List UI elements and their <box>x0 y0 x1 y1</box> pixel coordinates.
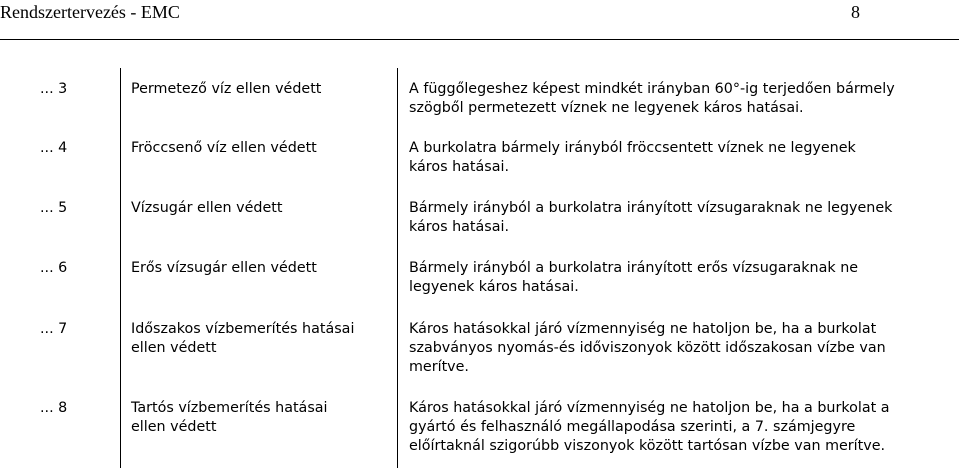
row-description-line: Bármely irányból a burkolatra irányított erős vízsugaraknak ne <box>409 260 859 276</box>
row-description-line: A függőlegeshez képest mindkét irányban 60°-ig terjedően bármely <box>409 81 895 97</box>
row-name-line: Tartós vízbemerítés hatásai <box>131 400 328 416</box>
row-description-line: legyenek káros hatásai. <box>409 279 579 295</box>
row-description <box>409 320 886 377</box>
row-description-line: gyártó és felhasználó megállapodása szerinti, a 7. számjegyre <box>409 419 856 435</box>
row-description-line: káros hatásai. <box>409 159 510 175</box>
row-description-line: szabványos nyomás-és időviszonyok között időszakosan vízbe van <box>409 340 886 356</box>
row-name <box>131 259 317 278</box>
row-description-line: Káros hatásokkal járó vízmennyiség ne hatoljon be, ha a burkolat a <box>409 400 890 416</box>
row-description <box>409 399 890 456</box>
row-name <box>131 139 317 158</box>
row-description-line: Káros hatásokkal járó vízmennyiség ne hatoljon be, ha a burkolat <box>409 321 877 337</box>
row-description-line: merítve. <box>409 359 469 375</box>
row-description <box>409 80 895 118</box>
row-name <box>131 80 321 99</box>
row-code: ... 5 <box>40 200 68 216</box>
row-name-line: ellen védett <box>131 419 217 435</box>
row-name-line: ellen védett <box>131 340 217 356</box>
row-name-line: Vízsugár ellen védett <box>131 200 283 216</box>
row-name <box>131 320 354 358</box>
page-number: 8 <box>851 2 860 22</box>
row-description-line: előírtaknál szigorúbb viszonyok között tartósan vízbe van merítve. <box>409 438 886 454</box>
row-name <box>131 199 283 218</box>
row-name-line: Időszakos vízbemerítés hatásai <box>131 321 355 337</box>
row-code: ... 3 <box>40 81 68 97</box>
row-code: ... 8 <box>40 400 68 416</box>
row-name-line: Permetező víz ellen védett <box>131 81 322 97</box>
row-description-line: Bármely irányból a burkolatra irányított vízsugaraknak ne legyenek <box>409 200 893 216</box>
row-name-line: Erős vízsugár ellen védett <box>131 260 317 276</box>
row-name <box>131 399 328 437</box>
row-code: ... 7 <box>40 321 68 337</box>
row-description <box>409 259 858 297</box>
row-description <box>409 199 892 237</box>
row-code: ... 4 <box>40 140 68 156</box>
row-description-line: szögből permetezett víznek ne legyenek káros hatásai. <box>409 100 804 116</box>
row-description <box>409 139 856 177</box>
row-description-line: A burkolatra bármely irányból fröccsentett víznek ne legyenek <box>409 140 856 156</box>
row-code: ... 6 <box>40 260 68 276</box>
row-description-line: káros hatásai. <box>409 219 510 235</box>
row-name-line: Fröccsenő víz ellen védett <box>131 140 317 156</box>
document-title: Rendszertervezés - EMC <box>0 2 180 22</box>
